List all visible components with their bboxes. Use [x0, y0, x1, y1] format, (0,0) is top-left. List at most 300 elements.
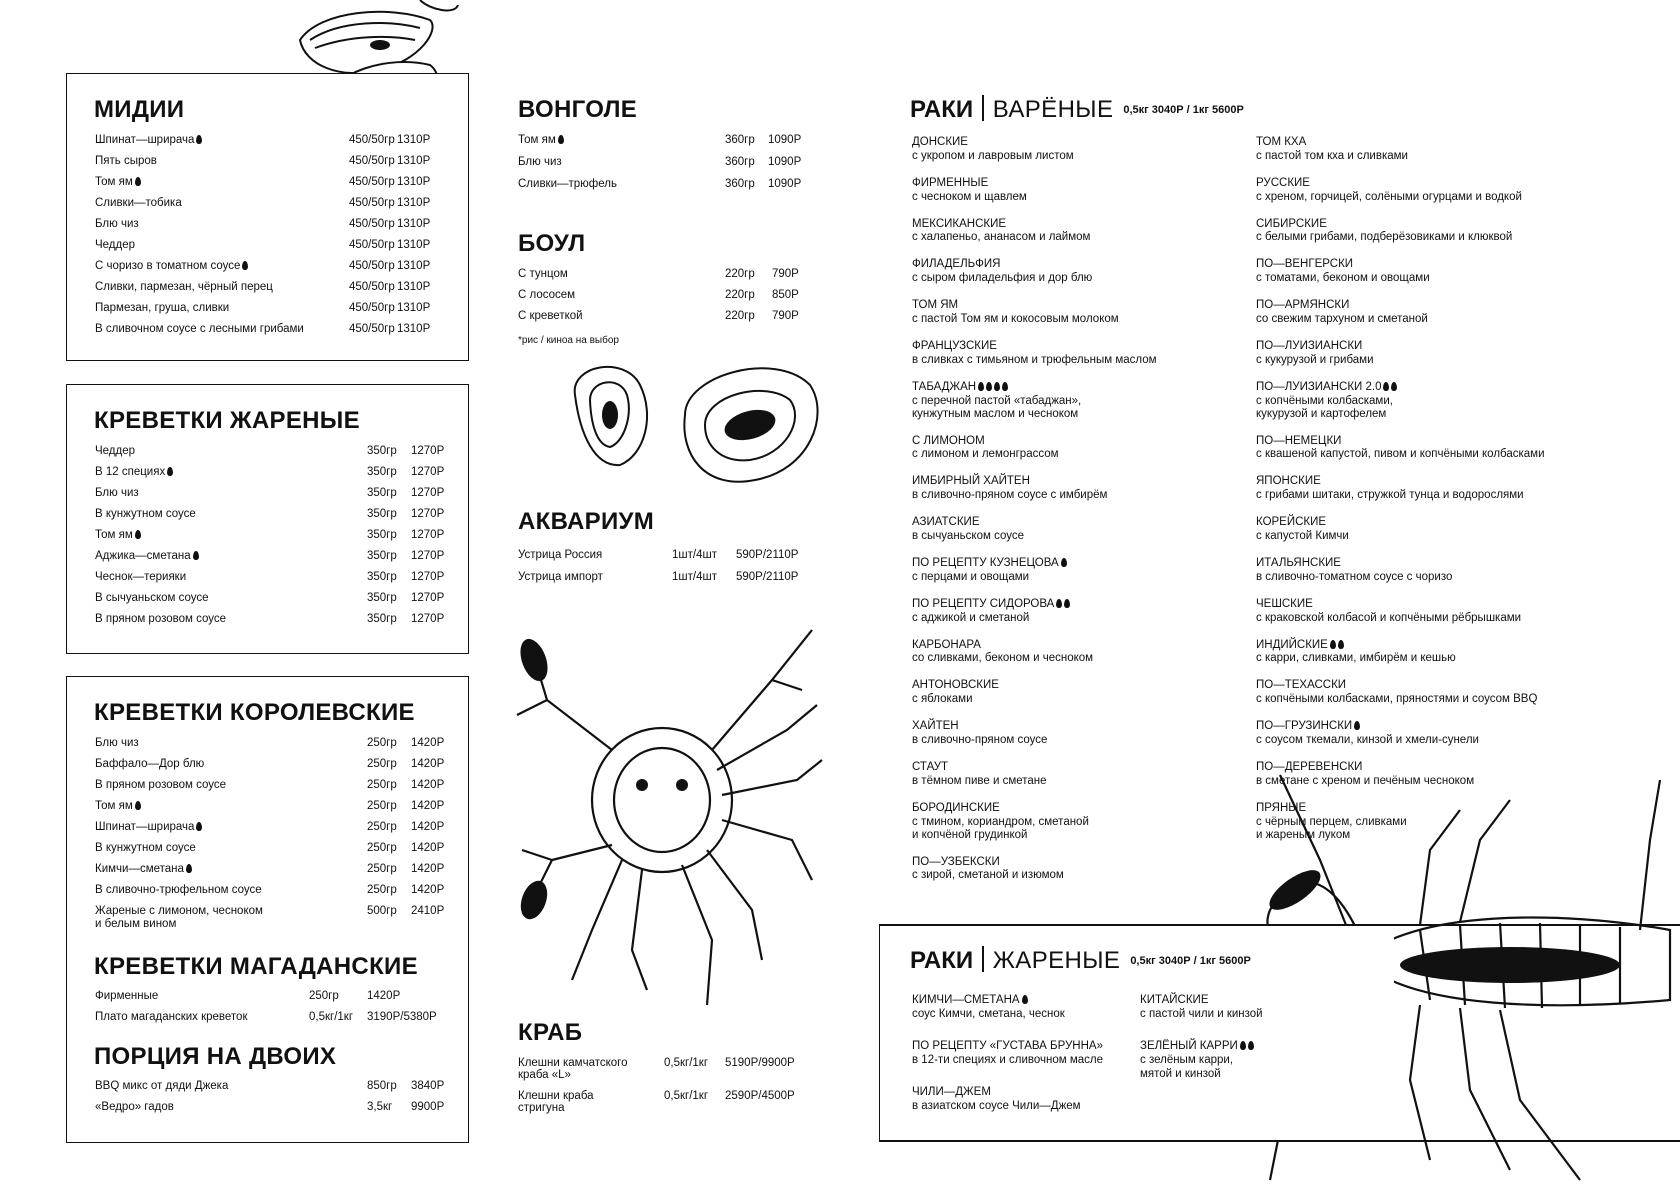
variant-name-text: СИБИРСКИЕ — [1256, 217, 1327, 230]
variant-name-text: ПО—ГРУЗИНСКИ — [1256, 720, 1353, 733]
menu-item — [95, 1011, 447, 1027]
variant-description: с томатами, беконом и овощами — [1256, 272, 1430, 285]
flame-icon — [1061, 558, 1067, 567]
flame-icon — [196, 135, 202, 144]
item-name — [95, 529, 141, 543]
item-name — [95, 863, 192, 877]
flame-icon — [1330, 640, 1336, 649]
menu-item — [95, 884, 447, 900]
crayfish-variant — [912, 258, 1272, 286]
item-weight: 250гр — [367, 821, 397, 833]
item-price: 1270Р — [411, 529, 445, 541]
item-name-text: Фирменные — [95, 990, 159, 1002]
oyster-illustration — [565, 355, 835, 495]
item-name — [95, 155, 157, 169]
menu-item — [95, 758, 447, 774]
variant-name-text: СТАУТ — [912, 761, 949, 773]
variant-name-text: ПО—ДЕРЕВЕНСКИ — [1256, 761, 1363, 773]
item-weight: 250гр — [367, 779, 397, 791]
crayfish-variant — [1256, 435, 1616, 463]
variant-description: с яблоками — [912, 693, 973, 706]
crayfish-boiled-price: 0,5кг 3040Р / 1кг 5600Р — [1123, 104, 1244, 116]
spicy-indicator — [1381, 381, 1397, 393]
variant-description: соус Кимчи, сметана, чеснок — [912, 1007, 1065, 1020]
menu-item — [518, 134, 808, 150]
item-name-text: Кимчи—сметана — [95, 863, 184, 875]
variant-name-text: ДОНСКИЕ — [912, 136, 968, 148]
item-weight: 350гр — [367, 592, 397, 604]
item-price: 1270Р — [411, 487, 445, 499]
variant-name-text: ТОМ ЯМ — [912, 299, 959, 312]
heading-divider — [982, 95, 984, 121]
item-weight: 220гр — [725, 268, 755, 280]
menu-item — [518, 156, 808, 172]
crayfish-variant — [1256, 802, 1616, 843]
crayfish-boiled-title-bold: РАКИ — [910, 96, 974, 123]
item-weight: 450/50гр — [349, 218, 395, 230]
item-weight: 360гр — [725, 156, 755, 168]
menu-item — [95, 155, 447, 171]
flame-icon — [193, 551, 199, 560]
menu-item — [95, 613, 447, 629]
spicy-indicator — [1238, 1040, 1254, 1052]
variant-name-text: ПО РЕЦЕПТУ КУЗНЕЦОВА — [912, 557, 1059, 569]
crayfish-variant — [1256, 218, 1616, 246]
variant-name — [912, 679, 1272, 693]
mussels-heading: МИДИИ — [94, 96, 185, 123]
item-weight: 3,5кг — [367, 1101, 393, 1113]
item-name — [95, 1080, 228, 1094]
crayfish-variant — [912, 218, 1272, 246]
crayfish-variant — [912, 598, 1272, 626]
variant-name — [1256, 761, 1616, 775]
item-price: 2590Р/4500Р — [725, 1090, 795, 1102]
variant-name-text: ИТАЛЬЯНСКИЕ — [1256, 557, 1341, 569]
item-name — [95, 821, 202, 835]
item-price: 1420Р — [367, 990, 401, 1002]
item-weight: 450/50гр — [349, 176, 395, 188]
item-name-text: В сливочно-трюфельном соусе — [95, 884, 262, 896]
variant-description: с карри, сливками, имбирём и кешью — [1256, 652, 1456, 665]
flame-icon — [1354, 721, 1360, 730]
variant-name — [1256, 475, 1616, 489]
menu-item — [95, 134, 447, 150]
item-name — [95, 779, 226, 793]
magadan-shrimp-heading: КРЕВЕТКИ МАГАДАНСКИЕ — [94, 953, 418, 980]
item-name — [518, 178, 617, 192]
variant-description: в сливках с тимьяном и трюфельным маслом — [912, 353, 1157, 366]
item-name — [95, 1101, 174, 1115]
variant-name-text: АНТОНОВСКИЕ — [912, 679, 999, 692]
crayfish-variant — [912, 475, 1272, 503]
variant-name-text: ПО РЕЦЕПТУ «ГУСТАВА БРУННА» — [912, 1040, 1103, 1052]
variant-description: с белыми грибами, подберёзовиками и клюквой — [1256, 231, 1513, 244]
item-name — [95, 302, 229, 316]
spicy-indicator — [556, 134, 564, 146]
item-weight: 500гр — [367, 905, 397, 917]
item-name-line2: и белым вином — [95, 918, 177, 930]
spicy-indicator — [194, 821, 202, 833]
spicy-indicator — [1328, 639, 1344, 651]
spicy-indicator — [133, 176, 141, 188]
item-price: 790Р — [772, 268, 799, 280]
variant-description: с сыром филадельфия и дор блю — [912, 272, 1093, 285]
item-price: 1420Р — [411, 758, 445, 770]
menu-item — [518, 571, 818, 587]
item-name — [95, 466, 173, 480]
crayfish-variant — [912, 177, 1272, 205]
variant-description: с зирой, сметаной и изюмом — [912, 869, 1064, 882]
item-weight: 350гр — [367, 508, 397, 520]
variant-name — [1256, 340, 1616, 354]
variant-description: с кукурузой и грибами — [1256, 353, 1374, 366]
menu-item — [95, 821, 447, 837]
mussels-panel — [66, 73, 469, 361]
variant-description: в тёмном пиве и сметане — [912, 774, 1047, 787]
variant-name-text: ФИЛАДЕЛЬФИЯ — [912, 258, 1001, 271]
crayfish-variant — [912, 435, 1272, 463]
variant-name-text: РУССКИЕ — [1256, 176, 1310, 189]
variant-name-text: КАРБОНАРА — [912, 638, 981, 651]
flame-icon — [1383, 382, 1389, 391]
variant-description: в азиатском соусе Чили—Джем — [912, 1099, 1081, 1112]
item-price: 1270Р — [411, 592, 445, 604]
crayfish-boiled-right-column — [1256, 136, 1676, 856]
item-name-text: Аджика—сметана — [95, 550, 191, 562]
item-name-text: Том ям — [95, 800, 133, 812]
crab-item — [518, 1090, 818, 1120]
item-name — [95, 176, 141, 190]
item-price: 1420Р — [411, 779, 445, 791]
item-name — [95, 239, 135, 253]
variant-name — [912, 299, 1272, 313]
item-price: 3840Р — [411, 1080, 445, 1092]
king-shrimp-panel — [66, 676, 469, 1143]
spicy-indicator — [165, 466, 173, 478]
crayfish-fried-heading — [910, 946, 1251, 976]
item-price: 1270Р — [411, 508, 445, 520]
item-price: 1310Р — [397, 197, 431, 209]
item-weight: 1шт/4шт — [672, 571, 717, 583]
crayfish-fried-title-bold: РАКИ — [910, 947, 974, 974]
item-weight: 450/50гр — [349, 260, 395, 272]
variant-description: в сметане с хреном и печёным чесноком — [1256, 774, 1475, 787]
crayfish-variant — [912, 299, 1272, 327]
item-weight: 250гр — [367, 863, 397, 875]
item-name — [95, 737, 139, 751]
item-weight: 850гр — [367, 1080, 397, 1092]
item-name-text: Том ям — [95, 529, 133, 541]
menu-item — [95, 592, 447, 608]
item-name-line1: Клешни камчатского — [518, 1057, 628, 1069]
variant-description: с тмином, кориандром, сметаной и копчёной грудинкой — [912, 815, 1089, 842]
crayfish-boiled-heading — [910, 95, 1244, 125]
item-weight: 450/50гр — [349, 134, 395, 146]
item-name-text: Плато магаданских креветок — [95, 1011, 248, 1023]
flame-icon — [1338, 640, 1344, 649]
flame-icon — [986, 382, 992, 391]
item-weight: 250гр — [367, 842, 397, 854]
item-name-text: Пять сыров — [95, 155, 157, 167]
variant-name-text: КИМЧИ—СМЕТАНА — [912, 994, 1020, 1006]
variant-name-text: АЗИАТСКИЕ — [912, 516, 980, 529]
item-weight: 350гр — [367, 529, 397, 541]
crayfish-fried-left-column — [912, 994, 1142, 1124]
spicy-indicator — [240, 260, 248, 272]
item-price: 1420Р — [411, 842, 445, 854]
item-price: 1310Р — [397, 176, 431, 188]
item-price: 1310Р — [397, 323, 431, 335]
menu-item — [95, 218, 447, 234]
crayfish-variant — [1256, 679, 1616, 707]
item-weight: 250гр — [367, 884, 397, 896]
variant-name-text: ПО РЕЦЕПТУ СИДОРОВА — [912, 597, 1055, 610]
item-name — [95, 592, 209, 606]
item-price: 3190Р/5380Р — [367, 1011, 437, 1023]
variant-description: с капустой Кимчи — [1256, 529, 1349, 542]
crayfish-variant — [912, 136, 1272, 164]
item-name-text: Блю чиз — [518, 156, 562, 168]
variant-description: в сычуаньском соусе — [912, 529, 1024, 542]
crayfish-boiled-left-column — [912, 136, 1242, 896]
item-name-text: Устрица Россия — [518, 549, 603, 561]
variant-name-text: ЧИЛИ—ДЖЕМ — [912, 1086, 991, 1098]
item-price: 590Р/2110Р — [736, 571, 799, 583]
menu-item — [95, 260, 447, 276]
variant-name — [1256, 516, 1616, 530]
variant-name — [1256, 679, 1616, 693]
item-weight: 0,5кг/1кг — [309, 1011, 354, 1023]
variant-description: с квашеной капустой, пивом и копчёными колбасками — [1256, 448, 1545, 461]
variant-name-text: ПО—ВЕНГЕРСКИ — [1256, 258, 1354, 271]
menu-item — [95, 302, 447, 318]
king-shrimp-heading: КРЕВЕТКИ КОРОЛЕВСКИЕ — [94, 699, 415, 726]
variant-description: в сливочно-пряном соусе — [912, 733, 1048, 746]
variant-name — [1140, 1040, 1500, 1054]
spicy-indicator — [1054, 598, 1070, 610]
crayfish-variant — [1256, 381, 1616, 422]
flame-icon — [1002, 382, 1008, 391]
item-name-text: Том ям — [518, 134, 556, 146]
item-name — [95, 281, 273, 295]
item-name-text: С чоризо в томатном соусе — [95, 260, 241, 272]
item-weight: 0,5кг/1кг — [664, 1090, 709, 1102]
item-price: 1270Р — [411, 445, 445, 457]
flame-icon — [135, 177, 141, 186]
item-name-text: Шпинат—шрирача — [95, 821, 195, 833]
item-name — [95, 884, 262, 898]
variant-description: с пастой Том ям и кокосовым молоком — [912, 312, 1119, 325]
item-weight: 250гр — [367, 800, 397, 812]
item-name-text: Сливки, пармезан, чёрный перец — [95, 281, 273, 293]
heading-divider — [982, 946, 984, 972]
flame-icon — [1022, 995, 1028, 1004]
menu-item — [95, 1101, 447, 1117]
item-weight: 250гр — [367, 737, 397, 749]
item-price: 1270Р — [411, 550, 445, 562]
crayfish-boiled-title-light: ВАРЁНЫЕ — [992, 96, 1114, 123]
spicy-indicator — [194, 134, 202, 146]
crayfish-fried-bottom-rule — [879, 1140, 1680, 1142]
bowl-note: *рис / киноа на выбор — [518, 335, 619, 346]
crayfish-variant — [912, 639, 1272, 667]
item-price: 1420Р — [411, 821, 445, 833]
item-name-text: В сливочном соусе с лесными грибами — [95, 323, 304, 335]
item-weight: 450/50гр — [349, 323, 395, 335]
variant-name-text: ПО—ЛУИЗИАНСКИ 2.0 — [1256, 380, 1382, 393]
crayfish-variant — [912, 802, 1272, 843]
item-name — [95, 842, 196, 856]
item-name-text: Том ям — [95, 176, 133, 188]
crayfish-variant — [912, 381, 1272, 422]
crab-item — [518, 1057, 818, 1087]
variant-name — [912, 340, 1272, 354]
variant-name-text: ПРЯНЫЕ — [1256, 801, 1307, 814]
crayfish-variant — [1256, 475, 1616, 503]
menu-item — [95, 239, 447, 255]
variant-name — [912, 435, 1272, 449]
variant-name — [912, 475, 1272, 489]
variant-name-text: КОРЕЙСКИЕ — [1256, 516, 1327, 529]
menu-item — [518, 268, 808, 284]
item-weight: 220гр — [725, 289, 755, 301]
menu-item — [95, 842, 447, 858]
item-name — [518, 156, 562, 170]
crayfish-variant — [912, 679, 1272, 707]
item-price: 1420Р — [411, 737, 445, 749]
menu-item — [95, 571, 447, 587]
variant-name — [912, 557, 1272, 571]
crab-illustration — [512, 620, 832, 1020]
variant-name-text: ПО—ЛУИЗИАНСКИ — [1256, 340, 1363, 352]
item-name — [518, 289, 575, 303]
item-name — [95, 487, 139, 501]
item-name — [95, 508, 196, 522]
flame-icon — [1240, 1041, 1246, 1050]
item-name-text: Чеддер — [95, 239, 136, 251]
item-name-text: Сливки—трюфель — [518, 178, 617, 190]
flame-icon — [196, 822, 202, 831]
menu-item — [95, 445, 447, 461]
menu-item — [95, 508, 447, 524]
spicy-indicator — [1352, 720, 1360, 732]
variant-name-text: МЕКСИКАНСКИЕ — [912, 217, 1007, 230]
item-name — [95, 800, 141, 814]
crayfish-fried-right-column — [1140, 994, 1290, 1124]
item-name-line1: Клешни краба — [518, 1090, 594, 1102]
variant-name-text: КИТАЙСКИЕ — [1140, 994, 1209, 1006]
variant-description: с перечной пастой «табаджан», кунжутным маслом и чесноком — [912, 394, 1082, 421]
variant-name-text: ИНДИЙСКИЕ — [1256, 638, 1328, 651]
variant-description: с копчёными колбасками, кукурузой и картофелем — [1256, 394, 1393, 421]
item-name-text: Чеддер — [95, 445, 136, 457]
crayfish-variant — [1256, 761, 1616, 789]
crab-heading: КРАБ — [518, 1019, 583, 1046]
item-weight: 250гр — [367, 758, 397, 770]
fried-shrimp-heading: КРЕВЕТКИ ЖАРЕНЫЕ — [94, 407, 360, 434]
item-name-text: В кунжутном соусе — [95, 842, 196, 854]
crayfish-variant — [1256, 177, 1616, 205]
variant-name — [1256, 435, 1616, 449]
variant-name — [912, 639, 1272, 653]
item-name-text: С лососем — [518, 289, 576, 301]
variant-description: с аджикой и сметаной — [912, 611, 1030, 624]
spicy-indicator — [1059, 557, 1067, 569]
item-price: 9900Р — [411, 1101, 445, 1113]
flame-icon — [1064, 599, 1070, 608]
item-weight: 1шт/4шт — [672, 549, 717, 561]
item-price: 1270Р — [411, 613, 445, 625]
variant-description: в сливочно-томатном соусе с чоризо — [1256, 570, 1453, 583]
variant-name — [1256, 218, 1616, 232]
item-weight: 450/50гр — [349, 197, 395, 209]
item-price: 1090Р — [768, 134, 802, 146]
variant-name — [1256, 557, 1616, 571]
item-name-text: С тунцом — [518, 268, 568, 280]
menu-item — [95, 281, 447, 297]
item-weight: 350гр — [367, 445, 397, 457]
item-price: 1420Р — [411, 863, 445, 875]
spicy-indicator — [191, 550, 199, 562]
item-name-line2: краба «L» — [518, 1069, 571, 1081]
item-name — [95, 1011, 247, 1025]
variant-description: с зелёным карри, мятой и кинзой — [1140, 1053, 1234, 1080]
flame-icon — [135, 530, 141, 539]
variant-name-text: С ЛИМОНОМ — [912, 434, 985, 447]
menu-item — [518, 178, 808, 194]
flame-icon — [994, 382, 1000, 391]
item-price: 1090Р — [768, 156, 802, 168]
item-name — [95, 758, 204, 772]
variant-description: с перцами и овощами — [912, 570, 1030, 583]
crayfish-variant — [912, 516, 1272, 544]
item-name — [518, 549, 602, 563]
variant-name — [912, 177, 1272, 191]
menu-item — [95, 800, 447, 816]
item-price: 1310Р — [397, 281, 431, 293]
variant-name-text: ФИРМЕННЫЕ — [912, 176, 989, 189]
crayfish-variant — [912, 761, 1272, 789]
flame-icon — [242, 261, 248, 270]
item-name — [95, 613, 226, 627]
variant-name — [912, 720, 1272, 734]
flame-icon — [558, 135, 564, 144]
crayfish-variant — [1256, 136, 1616, 164]
crayfish-variant — [1256, 639, 1616, 667]
crayfish-variant — [1140, 994, 1500, 1022]
item-weight: 350гр — [367, 571, 397, 583]
item-name-text: В 12 специях — [95, 466, 166, 478]
crayfish-variant — [912, 340, 1272, 368]
item-price: 1090Р — [768, 178, 802, 190]
crayfish-variant — [1256, 598, 1616, 626]
item-price: 1310Р — [397, 155, 431, 167]
item-weight: 220гр — [725, 310, 755, 322]
item-name — [95, 197, 182, 211]
item-name-text: Сливки—тобика — [95, 197, 182, 209]
variant-description: в 12-ти специях и сливочном масле — [912, 1053, 1103, 1066]
item-name — [95, 990, 158, 1004]
variant-description: с чесноком и щавлем — [912, 190, 1027, 203]
item-name — [518, 310, 583, 324]
variant-name — [1256, 258, 1616, 272]
item-price: 5190Р/9900Р — [725, 1057, 795, 1069]
item-price: 1310Р — [397, 302, 431, 314]
menu-item — [95, 466, 447, 482]
item-price: 1270Р — [411, 466, 445, 478]
item-name-text: Устрица импорт — [518, 571, 603, 583]
item-name-text: В пряном розовом соусе — [95, 779, 227, 791]
